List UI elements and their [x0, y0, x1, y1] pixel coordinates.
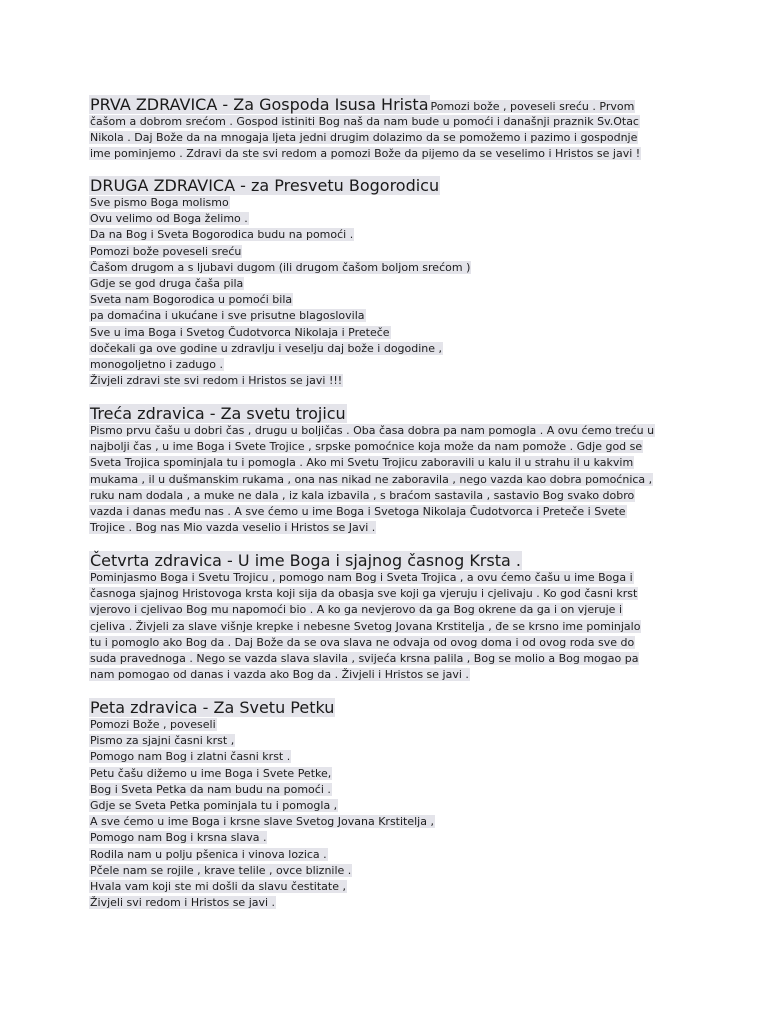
text-line	[89, 260, 689, 276]
section-treca-zdravica	[89, 404, 689, 536]
text-line-content: Hvala vam koji ste mi došli da slavu čestitate ,	[90, 879, 346, 893]
text-line	[89, 130, 689, 146]
text-line-content: Sveta nam Bogorodica u pomoći bila	[90, 293, 293, 307]
text-line-content: vazda i danas među nas . A sve ćemo u ime Boga i Svetoga Nikolaja Čudotvorca i Preteče i Svete	[90, 504, 626, 518]
text-line	[89, 570, 689, 586]
section-heading: Treća zdravica - Za svetu trojicu	[90, 404, 346, 423]
text-line-content: cjeliva . Živjeli za slave višnje krepke i nebesne Svetog Jovana Krstitelja , đe se krsno ime pominjalo	[90, 619, 641, 633]
text-line	[89, 749, 689, 765]
text-line	[89, 455, 689, 471]
text-line-content: Pomozi Bože , poveseli	[90, 718, 216, 731]
section-heading: Peta zdravica - Za Svetu Petku	[90, 698, 335, 717]
text-line	[89, 635, 689, 651]
text-line	[89, 211, 689, 227]
text-line	[89, 227, 689, 243]
text-line-content: čašom a dobrom srećom . Gospod istiniti Bog naš da nam bude u pomoći i današnji praznik Sv.Otac	[90, 115, 639, 128]
text-line-content: Rodila nam u polju pšenica i vinova lozica .	[90, 847, 327, 861]
text-line	[89, 733, 689, 749]
text-line-content: Pčele nam se rojile , krave telile , ovce bliznile .	[90, 863, 352, 877]
text-line	[89, 619, 689, 635]
text-line	[89, 276, 689, 292]
section-heading-line	[89, 551, 689, 570]
text-line-content: Pomozi bože poveseli sreću	[90, 244, 242, 258]
text-line	[89, 341, 689, 357]
section-peta-zdravica	[89, 698, 689, 911]
section-heading: PRVA ZDRAVICA - Za Gospoda Isusa Hrista	[90, 95, 429, 114]
text-line	[89, 488, 689, 504]
text-line	[89, 879, 689, 895]
text-line	[89, 357, 689, 373]
section-heading-line	[89, 95, 689, 114]
text-line-content: monogoljetno i zadugo .	[90, 357, 223, 371]
section-heading-line	[89, 176, 689, 195]
section-heading-line	[89, 404, 689, 423]
text-line-content: Da na Bog i Sveta Bogorodica budu na pomoći .	[90, 228, 354, 242]
text-line-content: mukama , il u dušmanskim rukama , ona nas nikad ne zaboravila , nego vazda kao dobra pomoćnica ,	[90, 472, 653, 486]
text-line-content: Sve pismo Boga molismo	[90, 196, 229, 209]
text-line-content: dočekali ga ove godine u zdravlju i veselju daj bože i dogodine ,	[90, 341, 443, 355]
text-line	[89, 439, 689, 455]
text-line	[89, 602, 689, 618]
text-line-content: tu i pomoglo ako Bog da . Daj Bože da se ova slava ne odvaja od ovog doma i od ovog roda sve do	[90, 635, 635, 649]
text-line-content: Pomogo nam Bog i zlatni časni krst .	[90, 750, 291, 764]
text-line-content: pa domaćina i ukućane i sve prisutne blagoslovila	[90, 309, 365, 323]
text-line	[89, 325, 689, 341]
text-line-content: Sve u ima Boga i Svetog Čudotvorca Nikolaja i Preteče	[90, 325, 390, 339]
text-line-content: Pomogo nam Bog i krsna slava .	[90, 831, 267, 845]
text-line	[89, 814, 689, 830]
text-line	[89, 244, 689, 260]
text-line-content: Bog i Sveta Petka da nam budu na pomoći .	[90, 782, 331, 796]
text-line-content: ruku nam dodala , a muke ne dala , iz kala izbavila , s braćom sastavila , sastavio Bog svako dobro	[90, 488, 635, 502]
text-line	[89, 782, 689, 798]
text-line	[89, 798, 689, 814]
text-line-content: Sveta Trojica spominjala tu i pomogla . Ako mi Svetu Trojicu zaboravili u kalu il u strahu il u kakvim	[90, 456, 634, 470]
text-line	[89, 766, 689, 782]
text-line-content: Pominjasmo Boga i Svetu Trojicu , pomogo nam Bog i Sveta Trojica , a ovu ćemo čašu u ime Boga i	[90, 571, 633, 584]
text-line	[89, 373, 689, 389]
text-line	[89, 423, 689, 439]
text-line-content: Pismo za sjajni časni krst ,	[90, 734, 235, 748]
text-line	[89, 504, 689, 520]
section-heading: Četvrta zdravica - U ime Boga i sjajnog časnog Krsta .	[90, 551, 521, 570]
section-cetvrta-zdravica	[89, 551, 689, 683]
text-line-content: Petu čašu dižemo u ime Boga i Svete Petke,	[90, 766, 332, 780]
text-line	[89, 651, 689, 667]
text-line-content: ime pominjemo . Zdravi da ste svi redom a pomozi Bože da pijemo da se veselimo i Hristos se javi !	[90, 147, 641, 161]
text-line-content: nam pomogao od danas i vazda ako Bog da . Živjeli i Hristos se javi .	[90, 668, 469, 682]
text-line-content: Čašom drugom a s ljubavi dugom (ili drugom čašom boljom srećom )	[90, 260, 471, 274]
text-line	[89, 895, 689, 911]
text-line	[89, 292, 689, 308]
text-line	[89, 830, 689, 846]
text-line-content: Živjeli svi redom i Hristos se javi .	[90, 896, 276, 910]
text-line	[89, 717, 689, 733]
text-line-content: Gdje se Sveta Petka pominjala tu i pomogla ,	[90, 798, 338, 812]
section-inline-text: Pomozi bože , poveseli sreću . Prvom	[430, 100, 635, 113]
text-line-content: najbolji čas , u ime Boga i Svete Trojice , srpske pomoćnice koja može da nam pomože . Gdje god se	[90, 440, 643, 454]
text-line-content: suda pravednoga . Nego se vazda slava slavila , svijeća krsna palila , Bog se molio a Bog mogao pa	[90, 651, 639, 665]
text-line	[89, 472, 689, 488]
text-line	[89, 146, 689, 162]
text-line-content: Ovu velimo od Boga želimo .	[90, 212, 248, 226]
text-line	[89, 847, 689, 863]
text-line	[89, 114, 689, 130]
text-line	[89, 195, 689, 211]
text-line	[89, 520, 689, 536]
text-line	[89, 586, 689, 602]
text-line	[89, 863, 689, 879]
text-line-content: časnoga sjajnog Hristovoga krsta koji sija da obasja sve koji ga vjeruju i cjelivaju . Ko god časni krst	[90, 587, 638, 601]
text-line-content: Gdje se god druga čaša pila	[90, 276, 244, 290]
section-druga-zdravica	[89, 176, 689, 389]
text-line	[89, 308, 689, 324]
text-line-content: Trojice . Bog nas Mio vazda veselio i Hristos se Javi .	[90, 521, 376, 535]
text-line-content: A sve ćemo u ime Boga i krsne slave Svetog Jovana Krstitelja ,	[90, 815, 434, 829]
section-heading: DRUGA ZDRAVICA - za Presvetu Bogorodicu	[90, 176, 440, 195]
text-line	[89, 667, 689, 683]
section-prva-zdravica	[89, 95, 689, 163]
text-line-content: Pismo prvu čašu u dobri čas , drugu u boljičas . Oba časa dobra pa nam pomogla . A ovu ćemo treću u	[90, 424, 655, 437]
text-line-content: Živjeli zdravi ste svi redom i Hristos se javi !!!	[90, 374, 343, 388]
text-line-content: Nikola . Daj Bože da na mnogaja ljeta jedni drugim dolazimo da se pomožemo i pazimo i gospodnje	[90, 131, 638, 145]
text-line-content: vjerovo i cjelivao Bog mu napomoći bio . A ko ga nevjerovo da ga Bog okrene da ga i on vjeruje i	[90, 603, 623, 617]
section-heading-line	[89, 698, 689, 717]
